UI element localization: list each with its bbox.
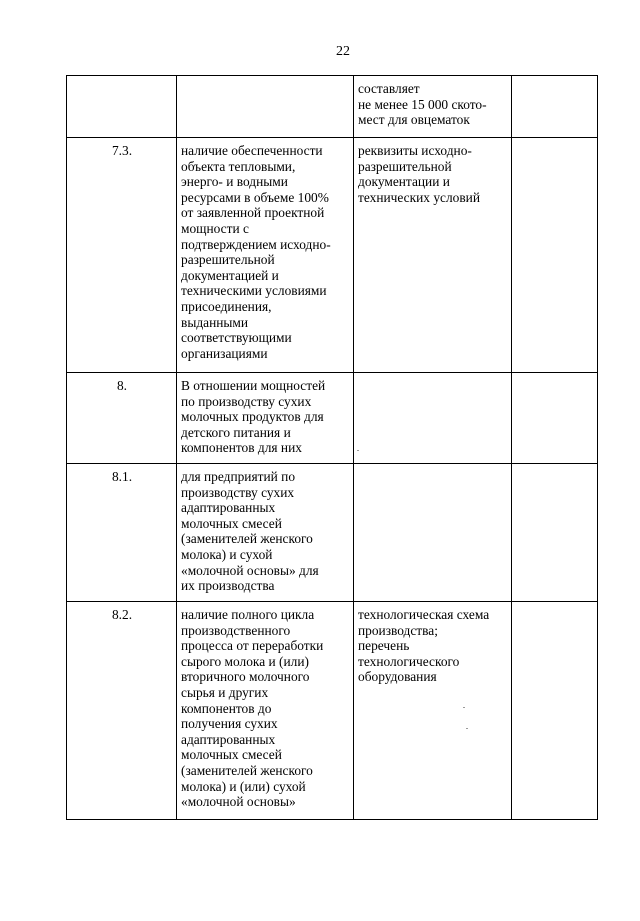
table-row — [67, 138, 598, 373]
extra-cell — [512, 373, 598, 464]
table-row — [67, 76, 598, 138]
scan-speck — [357, 450, 359, 451]
requirement-line: соответствующими — [181, 330, 292, 346]
table-row — [67, 464, 598, 602]
requirement-line: подтверждением исходно- — [181, 236, 331, 252]
documents-line: технических условий — [358, 189, 480, 205]
scan-speck — [466, 728, 468, 729]
requirement-line: молока) и (или) сухой — [181, 778, 306, 794]
requirement-line: молочных смесей — [181, 515, 282, 531]
documents-line: мест для овцематок — [358, 112, 470, 128]
documents-cell — [354, 138, 512, 373]
requirement-line: присоединения, — [181, 298, 272, 314]
requirements-table — [66, 75, 598, 820]
row-number-cell: 8.1. — [67, 464, 177, 602]
documents-line: производства; — [358, 622, 438, 638]
documents-line: технологического — [358, 653, 460, 669]
requirement-line: от заявленной проектной — [181, 205, 325, 221]
requirement-line: производству сухих — [181, 484, 295, 500]
requirement-line: объекта тепловыми, — [181, 158, 296, 174]
requirement-line: молока) и сухой — [181, 546, 273, 562]
requirement-cell — [177, 602, 354, 820]
requirement-line: наличие полного цикла — [181, 607, 315, 622]
requirement-line: (заменителей женского — [181, 531, 313, 547]
requirement-line: молочных смесей — [181, 747, 282, 763]
documents-cell — [354, 76, 512, 138]
documents-line: оборудования — [358, 669, 437, 685]
table-body — [67, 76, 598, 820]
documents-line: не менее 15 000 ското- — [358, 96, 487, 112]
table-row — [67, 602, 598, 820]
documents-line: технологическая схема — [358, 607, 490, 622]
requirement-line: компонентов для них — [181, 440, 302, 456]
requirement-line: детского питания и — [181, 424, 291, 440]
documents-cell — [354, 464, 512, 602]
requirement-line: молочных продуктов для — [181, 409, 324, 425]
requirement-line: «молочной основы» — [181, 794, 296, 810]
requirement-line: вторичного молочного — [181, 669, 310, 685]
documents-line: составляет — [358, 81, 420, 96]
row-number-cell: 7.3. — [67, 138, 177, 373]
requirement-line: разрешительной — [181, 252, 275, 268]
requirement-line: сырого молока и (или) — [181, 653, 309, 669]
requirement-line: организациями — [181, 345, 268, 361]
requirement-cell — [177, 373, 354, 464]
documents-cell — [354, 602, 512, 820]
requirement-cell — [177, 138, 354, 373]
requirement-line: адаптированных — [181, 731, 276, 747]
requirement-line: адаптированных — [181, 500, 276, 516]
requirement-line: производственного — [181, 622, 291, 638]
table-row — [67, 373, 598, 464]
page-number: 22 — [336, 44, 350, 59]
requirement-line: наличие обеспеченности — [181, 143, 323, 158]
requirement-line: получения сухих — [181, 716, 278, 732]
row-number-cell: 8. — [67, 373, 177, 464]
extra-cell — [512, 76, 598, 138]
extra-cell — [512, 602, 598, 820]
documents-line: реквизиты исходно- — [358, 143, 472, 158]
documents-line: разрешительной — [358, 158, 452, 174]
requirement-line: для предприятий по — [181, 469, 296, 484]
requirement-line: выданными — [181, 314, 249, 330]
requirement-cell — [177, 464, 354, 602]
requirement-line: В отношении мощностей — [181, 378, 326, 393]
requirement-line: «молочной основы» для — [181, 562, 319, 578]
extra-cell — [512, 138, 598, 373]
requirement-line: компонентов до — [181, 700, 272, 716]
requirement-line: их производства — [181, 578, 275, 594]
scan-speck — [463, 707, 465, 708]
row-number-cell — [67, 76, 177, 138]
documents-line: перечень — [358, 638, 410, 654]
requirement-line: процесса от переработки — [181, 638, 324, 654]
documents-line: документации и — [358, 174, 450, 190]
requirement-line: (заменителей женского — [181, 762, 313, 778]
requirement-line: по производству сухих — [181, 393, 312, 409]
requirement-line: техническими условиями — [181, 283, 327, 299]
documents-cell — [354, 373, 512, 464]
extra-cell — [512, 464, 598, 602]
requirement-line: энерго- и водными — [181, 174, 288, 190]
requirement-line: ресурсами в объеме 100% — [181, 189, 329, 205]
requirement-line: мощности с — [181, 220, 249, 236]
row-number-cell: 8.2. — [67, 602, 177, 820]
requirement-line: сырья и других — [181, 684, 269, 700]
requirement-line: документацией и — [181, 267, 279, 283]
requirement-cell — [177, 76, 354, 138]
